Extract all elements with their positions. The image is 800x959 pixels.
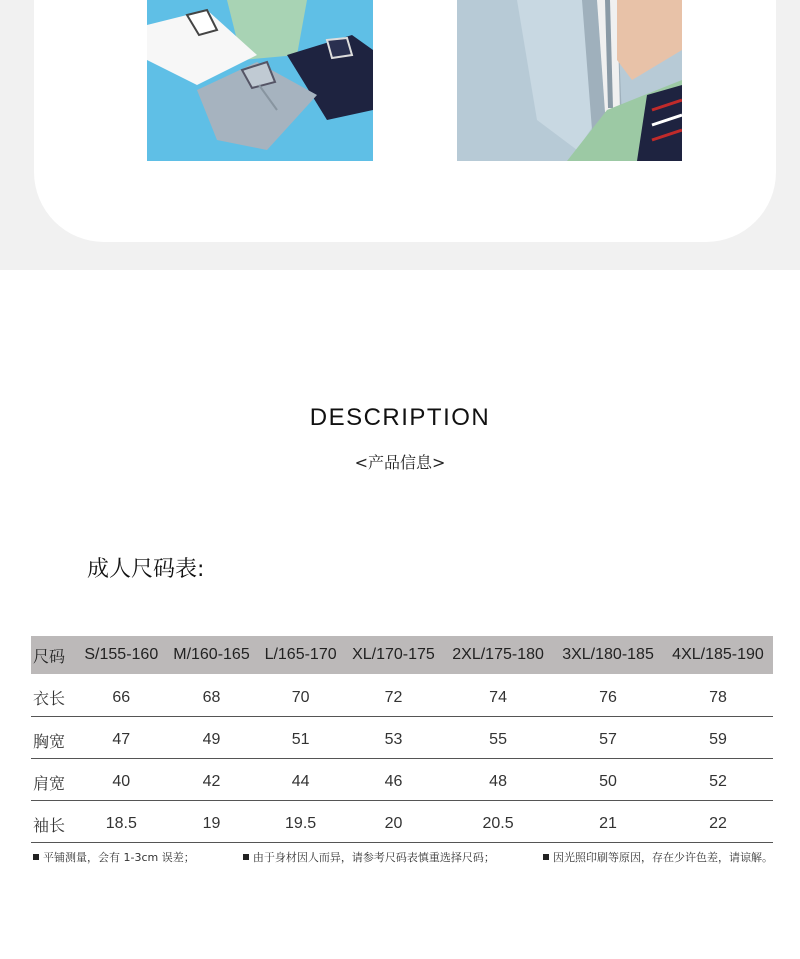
table-cell: 55 [443,716,553,758]
table-cell: 22 [663,800,773,842]
table-cell: 44 [257,758,343,800]
table-cell: 18.5 [77,800,166,842]
note-item [33,849,195,865]
header-cell: 3XL/180-185 [562,646,654,663]
table-cell: 20.5 [443,800,553,842]
size-chart-header-row [31,636,773,674]
table-cell: 72 [344,674,443,716]
table-cell: 66 [77,674,166,716]
table-cell: 40 [77,758,166,800]
table-cell: 53 [344,716,443,758]
table-cell: 76 [553,674,663,716]
row-label: 肩宽 [31,758,77,800]
table-cell: 46 [344,758,443,800]
header-cell: 2XL/175-180 [452,646,544,663]
product-photo-folded-polos [147,0,373,161]
note-text: 由于身材因人而异，请参考尺码表慎重选择尺码； [252,851,495,864]
table-cell: 19 [166,800,258,842]
note-item [243,849,495,865]
note-item [543,849,773,865]
table-cell: 70 [257,674,343,716]
header-cell: L/165-170 [264,646,337,663]
note-text: 平铺测量，会有 1-3cm 误差； [43,851,195,864]
header-cell: M/160-165 [173,646,250,663]
row-label: 胸宽 [31,716,77,758]
table-cell: 52 [663,758,773,800]
table-cell: 21 [553,800,663,842]
description-subheading: <产品信息> [354,453,446,472]
table-cell: 51 [257,716,343,758]
note-text: 因光照印刷等原因，存在少许色差，请谅解。 [552,851,773,864]
header-cell: XL/170-175 [352,646,435,663]
description-heading: DESCRIPTION [309,404,491,431]
table-cell: 50 [553,758,663,800]
table-row [31,800,773,842]
table-cell: 57 [553,716,663,758]
row-label: 衣长 [31,674,77,716]
table-row [31,716,773,758]
table-cell: 78 [663,674,773,716]
size-chart-title: 成人尺码表: [87,557,205,582]
square-bullet-icon [543,854,549,860]
table-cell: 19.5 [257,800,343,842]
table-cell: 47 [77,716,166,758]
header-cell: 4XL/185-190 [672,646,764,663]
table-row [31,674,773,716]
table-cell: 49 [166,716,258,758]
table-cell: 42 [166,758,258,800]
header-cell: 尺码 [33,646,66,666]
size-chart-table [31,636,773,843]
table-cell: 59 [663,716,773,758]
table-row [31,758,773,800]
table-cell: 68 [166,674,258,716]
row-label: 袖长 [31,800,77,842]
size-chart-notes [33,849,773,865]
table-cell: 20 [344,800,443,842]
square-bullet-icon [33,854,39,860]
header-cell: S/155-160 [84,646,159,663]
table-cell: 48 [443,758,553,800]
table-cell: 74 [443,674,553,716]
product-photo-sleeve-closeup [457,0,682,161]
square-bullet-icon [243,854,249,860]
